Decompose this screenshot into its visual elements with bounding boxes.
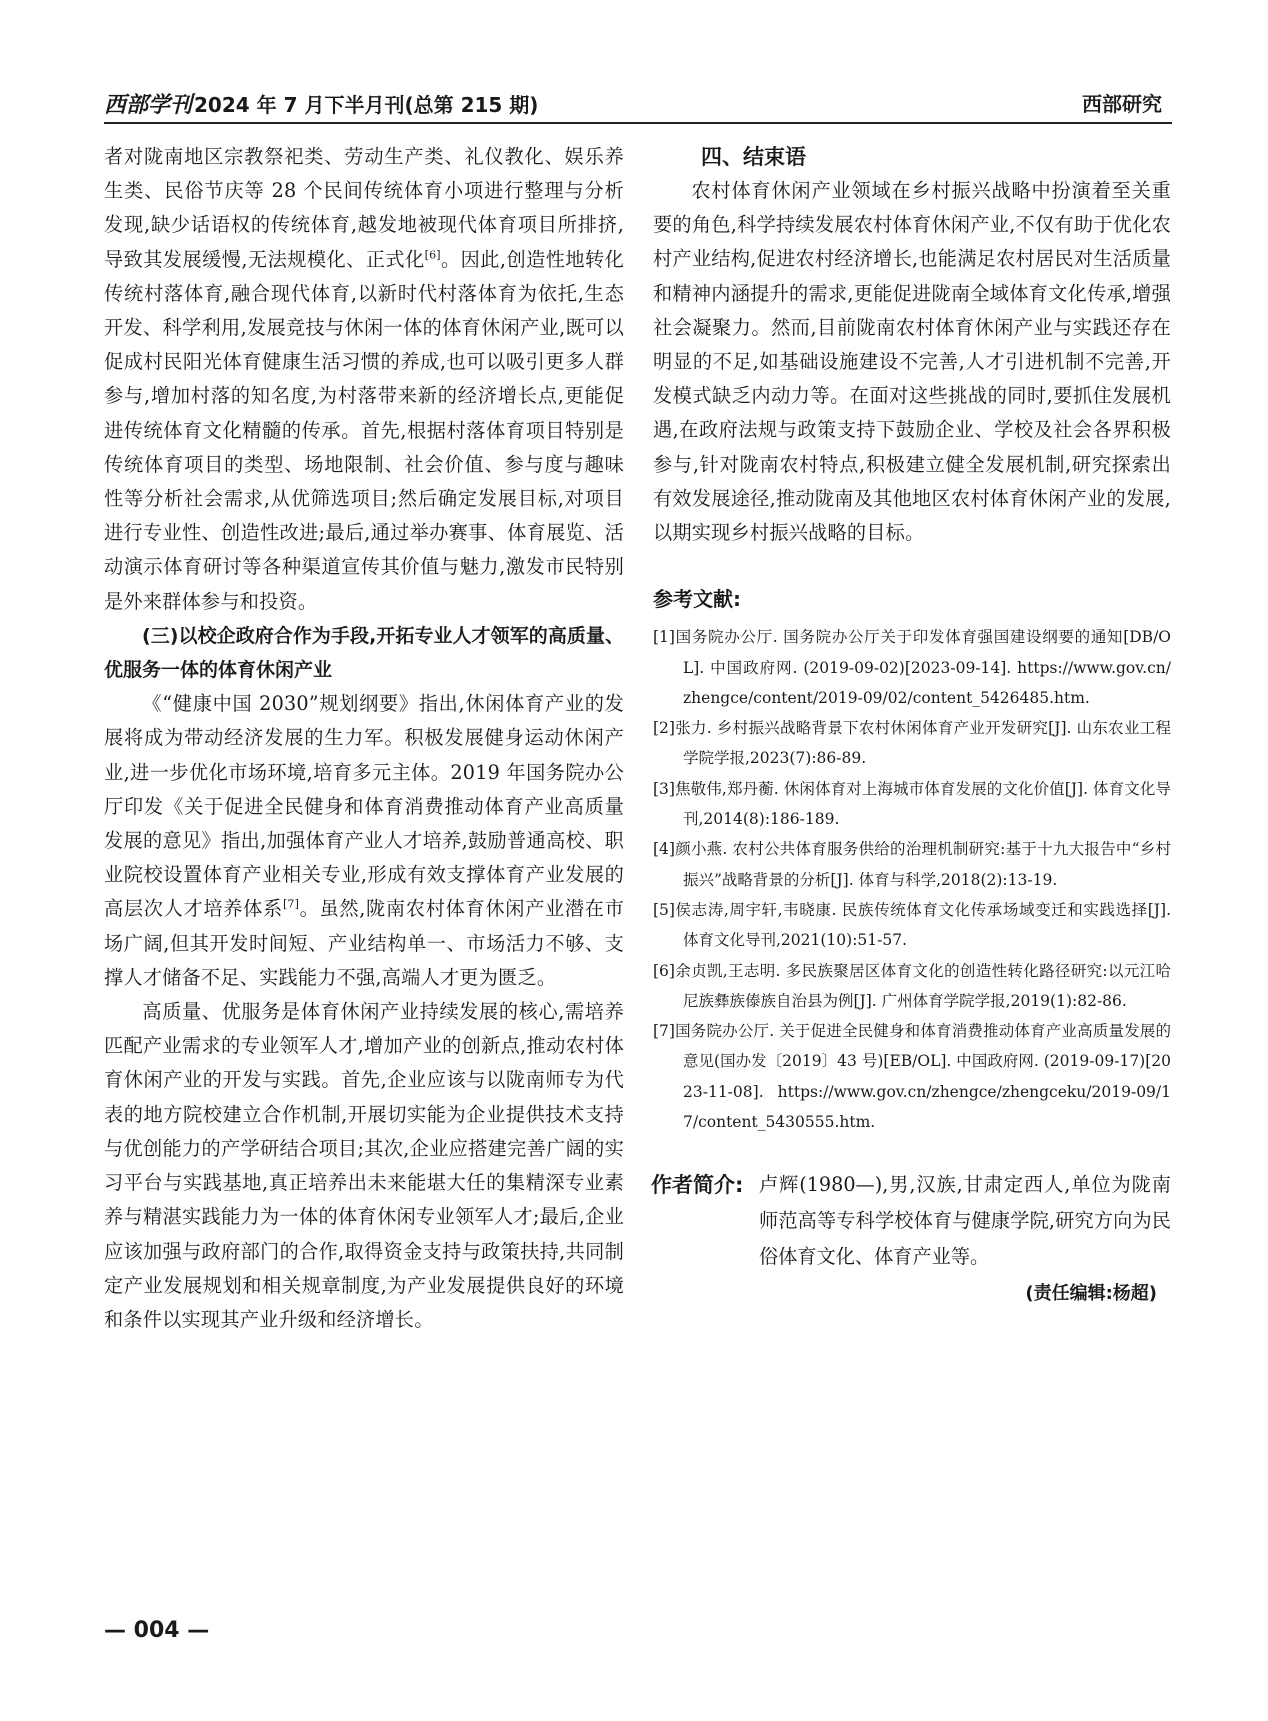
reference-item: [1]国务院办公厅. 国务院办公厅关于印发体育强国建设纲要的通知[DB/OL]. 中国政府网. (2019-09-02)[2023-09-14]. https://www.gov.cn/zhengce/content/2019-09/02/content_5426485.htm. [653,628,1171,707]
reference-item: [3]焦敬伟,郑丹蘅. 休闲体育对上海城市体育发展的文化价值[J]. 体育文化导刊,2014(8):186-189. [653,779,1171,829]
author-bio [653,1167,1171,1275]
paragraph-text: 。因此,创造性地转化传统村落体育,融合现代体育,以新时代村落体育为依托,生态开发、科学利用,发展竞技与休闲一体的体育休闲产业,既可以促成村民阳光体育健康生活习惯的养成,也可以吸引更多人群参与,增加村落的知名度,为村落带来新的经济增长点,更能促进传统体育文化精髓的传承。首先,根据村落体育项目特别是传统体育项目的类型、场地限制、社会价值、参与度与趣味性等分析社会需求,从优筛选项目;然后确定发展目标,对项目进行专业性、创造性改进;最后,通过举办赛事、体育展览、活动演示体育研讨等各种渠道宣传其价值与魅力,激发市民特别是外来群体参与和投资。 [104,247,624,613]
left-column [104,140,624,1600]
citation-ref[interactable]: [6] [424,248,441,262]
issue-label: 2024 年 7 月下半月刊(总第 215 期) [194,93,539,117]
author-label: 作者简介: [651,1173,744,1198]
journal-issue-line [104,88,538,119]
page-header [104,86,1172,120]
reference-list [653,622,1171,1137]
paragraph-text: 《“健康中国 2030”规划纲要》指出,休闲体育产业的发展将成为带动经济发展的生力军。积极发展健身运动休闲产业,进一步优化市场环境,培育多元主体。2019 年国务院办公厅印发《关于促进全民健身和体育消费推动体育产业高质量发展的意见》指出,加强体育产业人才培养,鼓励普通高校、职业院校设置体育产业相关专业,形成有效支撑体育产业发展的高层次人才培养体系 [104,692,624,921]
right-column [653,140,1171,1600]
reference-item: [6]余贞凯,王志明. 多民族聚居区体育文化的创造性转化路径研究:以元江哈尼族彝族傣族自治县为例[J]. 广州体育学院学报,2019(1):82-86. [653,961,1171,1010]
paragraph-text: 者对陇南地区宗教祭祀类、劳动生产类、礼仪教化、娱乐养生类、民俗节庆等 28 个民间传统体育小项进行整理与分析发现,缺少话语权的传统体育,越发地被现代体育项目所排挤,导致其发展缓慢,无法规模化、正式化 [104,145,624,271]
citation-ref[interactable]: [7] [282,898,300,912]
subsection-heading: (三)以校企政府合作为手段,开拓专业人才领军的高质量、优服务一体的体育休闲产业 [104,624,624,682]
body-paragraph [104,687,624,995]
author-text: 卢辉(1980—),男,汉族,甘肃定西人,单位为陇南师范高等专科学校体育与健康学院,研究方向为民俗体育文化、体育产业等。 [759,1173,1171,1269]
conclusion-paragraph: 农村体育休闲产业领域在乡村振兴战略中扮演着至关重要的角色,科学持续发展农村体育休闲产业,不仅有助于优化农村产业结构,促进农村经济增长,也能满足农村居民对生活质量和精神内涵提升的需求,更能促进陇南全域体育文化传承,增强社会凝聚力。然而,目前陇南农村体育休闲产业与实践还存在明显的不足,如基础设施建设不完善,人才引进机制不完善,开发模式缺乏内动力等。在面对这些挑战的同时,要抓住发展机遇,在政府法规与政策支持下鼓励企业、学校及社会各界积极参与,针对陇南农村特点,积极建立健全发展机制,研究探索出有效发展途径,推动陇南及其他地区农村体育休闲产业的发展,以期实现乡村振兴战略的目标。 [653,179,1171,545]
responsible-editor: (责任编辑:杨超) [1025,1283,1157,1305]
reference-item: [7]国务院办公厅. 关于促进全民健身和体育消费推动体育产业高质量发展的意见(国办发〔2019〕43 号)[EB/OL]. 中国政府网. (2019-09-17)[2023-11-08]. https://www.gov.cn/zhengce/zhengceku/2019-09/17/content_5430555.htm. [653,1022,1171,1131]
header-rule [104,122,1172,124]
body-paragraph: 高质量、优服务是体育休闲产业持续发展的核心,需培养匹配产业需求的专业领军人才,增加产业的创新点,推动农村体育休闲产业的开发与实践。首先,企业应该与以陇南师专为代表的地方院校建立合作机制,开展切实能为企业提供技术支持与优创能力的产学研结合项目;其次,企业应搭建完善广阔的实习平台与实践基地,真正培养出未来能堪大任的集精深专业素养与精湛实践能力为一体的体育休闲专业领军人才;最后,企业应该加强与政府部门的合作,取得资金支持与政策扶持,共同制定产业发展规划和相关规章制度,为产业发展提供良好的环境和条件以实现其产业升级和经济增长。 [104,1000,624,1331]
references-title: 参考文献: [653,587,741,612]
section-label: 西部研究 [1082,92,1162,116]
page-number: — 004 — [104,1618,210,1643]
reference-item: [4]颜小燕. 农村公共体育服务供给的治理机制研究:基于十九大报告中“乡村振兴”战略背景的分析[J]. 体育与科学,2018(2):13-19. [653,840,1171,889]
section-heading: 四、结束语 [701,145,806,169]
journal-logo: 西部学刊 [104,92,193,118]
reference-item: [2]张力. 乡村振兴战略背景下农村休闲体育产业开发研究[J]. 山东农业工程学院学报,2023(7):86-89. [653,719,1171,768]
paragraph-text: 。虽然,陇南农村体育休闲产业潜在市场广阔,但其开发时间短、产业结构单一、市场活力不够、支撑人才储备不足、实践能力不强,高端人才更为匮乏。 [104,897,625,989]
body-paragraph [104,140,624,619]
reference-item: [5]侯志涛,周宇轩,韦晓康. 民族传统体育文化传承场域变迁和实践选择[J]. 体育文化导刊,2021(10):51-57. [653,900,1171,950]
